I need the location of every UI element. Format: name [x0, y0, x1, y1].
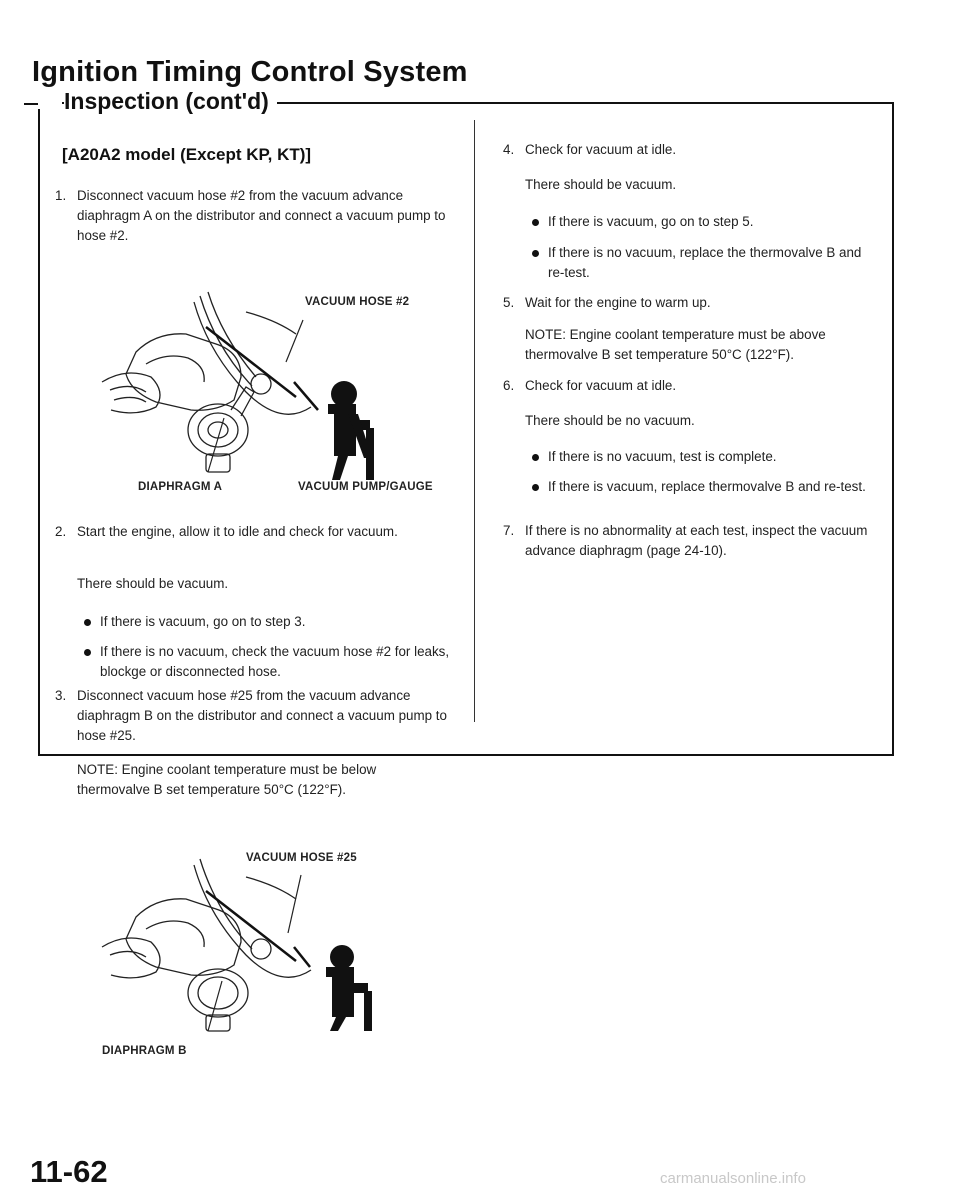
bullet-text: If there is no vacuum, check the vacuum hose #2 for leaks, blockge or disconnected hose. — [100, 644, 450, 679]
bullet-text: If there is no vacuum, replace the thermovalve B and re-test. — [548, 245, 862, 280]
bullet-icon — [84, 619, 91, 626]
step-2 — [55, 522, 449, 542]
step-7 — [503, 521, 875, 561]
step-4-note: There should be vacuum. — [525, 177, 677, 192]
step-4-bullet-2 — [548, 243, 878, 283]
step-5 — [503, 293, 875, 313]
step-1 — [55, 186, 449, 246]
step-number: 7. — [503, 523, 515, 538]
distributor-diaphragm-b-illustration — [96, 855, 456, 1035]
frame-gap — [38, 95, 62, 109]
bullet-icon — [532, 250, 539, 257]
bullet-icon — [532, 454, 539, 461]
step-number: 1. — [55, 188, 67, 203]
page-number: 11-62 — [30, 1154, 108, 1189]
bullet-icon — [532, 219, 539, 226]
frame-tick — [24, 103, 38, 105]
bullet-text: If there is vacuum, go on to step 3. — [100, 614, 306, 629]
bullet-text: If there is no vacuum, test is complete. — [548, 449, 777, 464]
watermark: carmanualsonline.info — [660, 1170, 806, 1187]
page-title: Ignition Timing Control System — [32, 56, 468, 88]
bullet-icon — [532, 484, 539, 491]
figure-label-vacuum-hose-2: VACUUM HOSE #2 — [305, 296, 410, 308]
step-text: Disconnect vacuum hose #2 from the vacuum advance diaphragm A on the distributor and connect a vacuum pump to hose #2. — [77, 188, 446, 243]
step-number: 6. — [503, 378, 515, 393]
step-text: Check for vacuum at idle. — [525, 142, 677, 157]
step-6 — [503, 376, 875, 396]
step-5-note: NOTE: Engine coolant temperature must be above thermovalve B set temperature 50°C (122°F). — [525, 327, 826, 362]
bullet-text: If there is vacuum, replace thermovalve B and re-test. — [548, 479, 866, 494]
bullet-text: If there is vacuum, go on to step 5. — [548, 214, 754, 229]
step-4-bullet-1 — [548, 212, 878, 232]
step-6-note: There should be no vacuum. — [525, 413, 695, 428]
figure-label-vacuum-hose-25: VACUUM HOSE #25 — [246, 852, 357, 864]
step-number: 3. — [55, 688, 67, 703]
section-subtitle: Inspection (cont'd) — [64, 88, 277, 115]
step-2-note: There should be vacuum. — [77, 576, 229, 591]
step-2-bullet-2 — [100, 642, 450, 682]
step-text: Start the engine, allow it to idle and check for vacuum. — [77, 524, 398, 539]
figure-label-vacuum-pump-gauge: VACUUM PUMP/GAUGE — [298, 481, 433, 493]
step-3-note: NOTE: Engine coolant temperature must be below thermovalve B set temperature 50°C (122°F). — [77, 762, 377, 797]
step-text: If there is no abnormality at each test, inspect the vacuum advance diaphragm (page 24-10). — [525, 523, 868, 558]
model-heading: [A20A2 model (Except KP, KT)] — [62, 145, 312, 164]
step-6-bullet-2 — [548, 477, 878, 497]
step-3 — [55, 686, 449, 746]
distributor-diaphragm-a-illustration — [96, 282, 456, 498]
step-number: 5. — [503, 295, 515, 310]
column-divider — [474, 120, 475, 722]
step-text: Disconnect vacuum hose #25 from the vacuum advance diaphragm B on the distributor and connect a vacuum pump to hose #25. — [77, 688, 447, 743]
step-number: 2. — [55, 524, 67, 539]
figure-label-diaphragm-a: DIAPHRAGM A — [138, 481, 223, 493]
step-2-bullet-1 — [100, 612, 450, 632]
step-6-bullet-1 — [548, 447, 878, 467]
step-number: 4. — [503, 142, 515, 157]
step-text: Check for vacuum at idle. — [525, 378, 677, 393]
figure-label-diaphragm-b: DIAPHRAGM B — [102, 1045, 187, 1057]
bullet-icon — [84, 649, 91, 656]
step-text: Wait for the engine to warm up. — [525, 295, 711, 310]
step-4 — [503, 140, 875, 160]
